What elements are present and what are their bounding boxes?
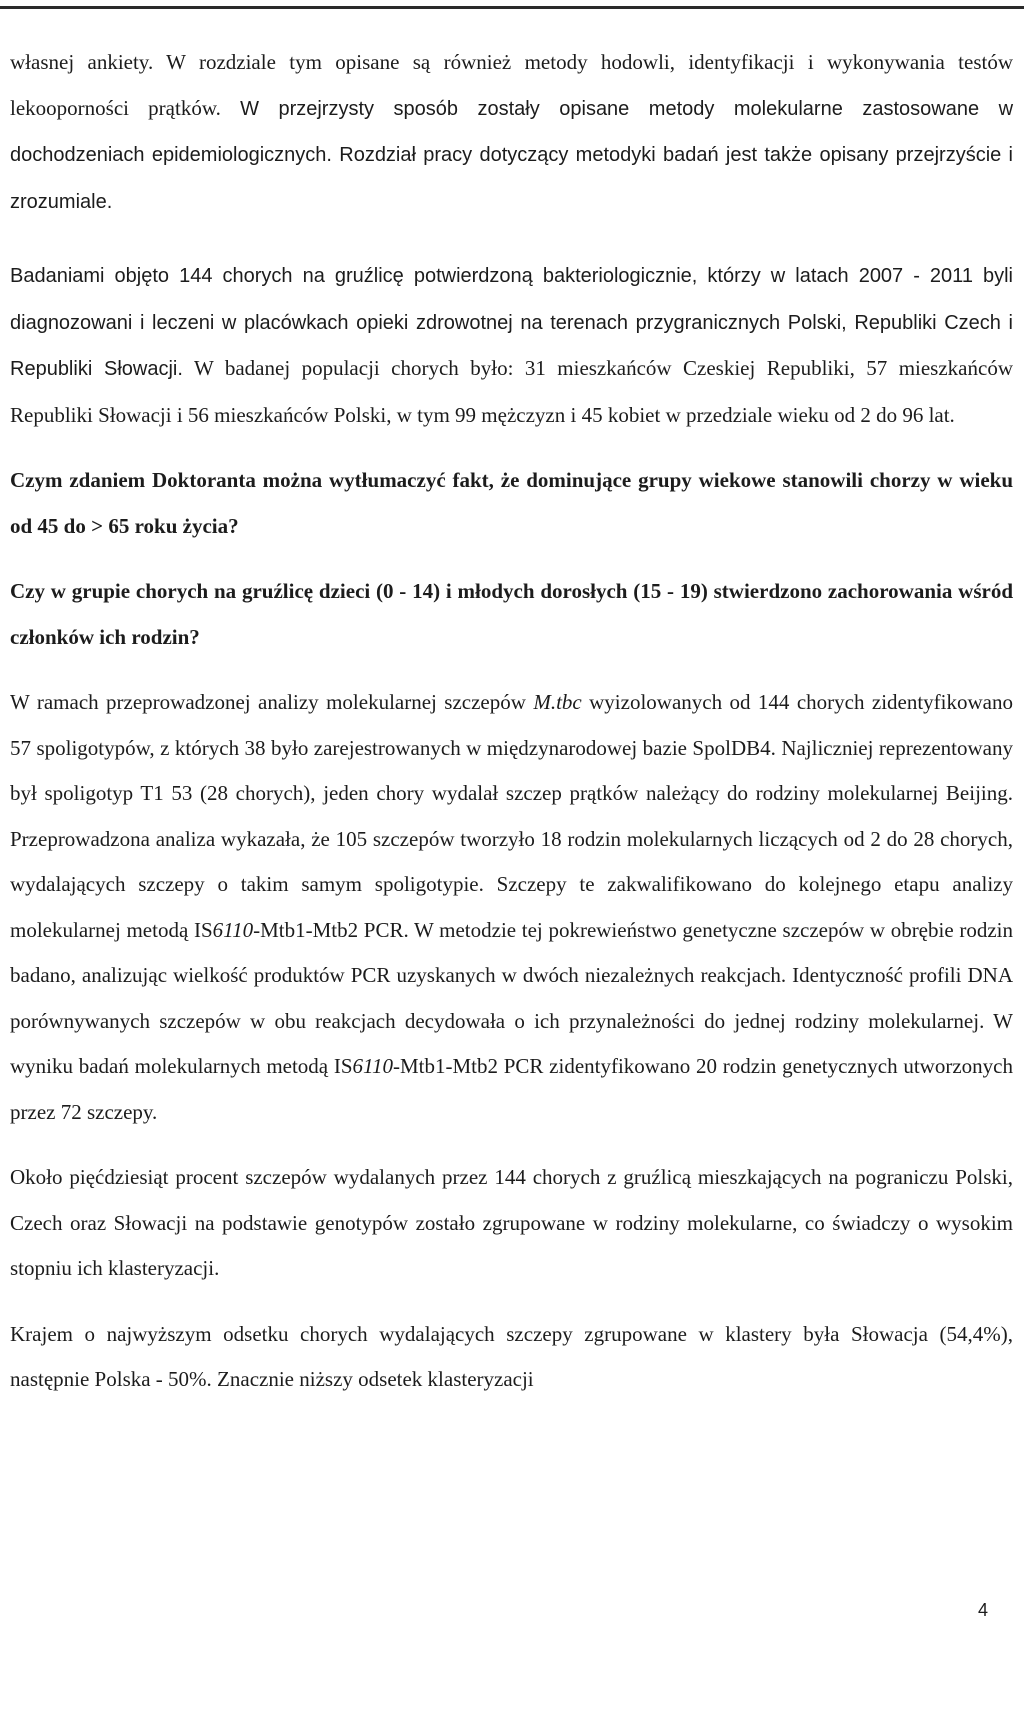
paragraph-methods-summary	[10, 40, 1013, 225]
paragraph-text: Badaniami objęto 144 chorych na gruźlicę potwierdzoną bakteriologicznie, którzy w latach 2007 - 2011 byli diagnozowani i leczeni w placówkach opieki zdrowotnej na terenach przygranicznych Polski, Republiki Czech i Republiki Słowacji.	[10, 265, 1013, 380]
method-number: 6110	[352, 1054, 393, 1078]
method-number: 6110	[212, 917, 254, 942]
paragraph-text: wyizolowanych od 144 chorych zidentyfikowano 57 spoligotypów, z których 38 było zarejestrowanych w międzynarodowej bazie SpolDB4. Najliczniej reprezentowany był spoligotyp T1 53 (28 chorych), jeden chory wydalał szczep prątków należący do rodziny molekularnej Beijing. Przeprowadzona analiza wykazała, że 105 szczepów tworzyło 18 rodzin molekularnych liczących od 2 do 28 chorych, wydalających szczepy o takim samym spoligotypie. Szczepy te zakwalifikowano do kolejnego etapu analizy molekularnej metodą IS	[10, 690, 1013, 942]
reviewer-question-family-cases: Czy w grupie chorych na gruźlicę dzieci (0 - 14) i młodych dorosłych (15 - 19) stwierdzono zachorowania wśród członków ich rodzin?	[10, 579, 1013, 649]
paragraph-country-clustering: Krajem o najwyższym odsetku chorych wydalających szczepy zgrupowane w klastery była Słowacja (54,4%), następnie Polska - 50%. Znacznie niższy odsetek klasteryzacji	[10, 1321, 1013, 1391]
paragraph-clustering: Około pięćdziesiąt procent szczepów wydalanych przez 144 chorych z gruźlicą mieszkających na pograniczu Polski, Czech oraz Słowacji na podstawie genotypów zostało zgrupowane w rodziny molekularne, co świadczy o wysokim stopniu ich klasteryzacji.	[10, 1165, 1013, 1280]
species-abbreviation: M.tbc	[533, 690, 582, 714]
paragraph-text: W badanej populacji chorych było: 31 mieszkańców Czeskiej Republiki, 57 mieszkańców Republiki Słowacji i 56 mieszkańców Polski, w tym 99 mężczyzn i 45 kobiet w przedziale wieku od 2 do 96 lat.	[10, 356, 1013, 427]
reviewer-question-age-groups: Czym zdaniem Doktoranta można wytłumaczyć fakt, że dominujące grupy wiekowe stanowili chorzy w wieku od 45 do > 65 roku życia?	[10, 468, 1013, 538]
page-number: 4	[977, 1600, 988, 1620]
top-border-rule	[0, 6, 1024, 9]
paragraph-text: W przejrzysty sposób zostały opisane metody molekularne zastosowane w dochodzeniach epidemiologicznych. Rozdział pracy dotyczący metodyki badań jest także opisany przejrzyście i zrozumiale.	[10, 97, 1014, 213]
paragraph-text: -Mtb1-Mtb2 PCR. W metodzie tej pokrewieństwo genetyczne szczepów w obrębie rodzin badano, analizując wielkość produktów PCR uzyskanych w dwóch niezależnych reakcjach. Identyczność profili DNA porównywanych szczepów w obu reakcjach decydowała o ich przynależności do jednej rodziny molekularnej. W wyniku badań molekularnych metodą IS	[10, 917, 1013, 1078]
paragraph-text: własnej ankiety. W rozdziale tym opisane są również metody hodowli, identyfikacji i wykonywania testów lekooporności prątków.	[10, 50, 1013, 120]
paragraph-text: W ramach przeprowadzonej analizy molekularnej szczepów	[10, 690, 534, 714]
paragraph-text: -Mtb1-Mtb2 PCR zidentyfikowano 20 rodzin genetycznych utworzonych przez 72 szczepy.	[10, 1054, 1013, 1124]
page-body	[10, 40, 1013, 1403]
paragraph-study-population	[10, 253, 1013, 438]
paragraph-molecular-analysis	[10, 680, 1013, 1135]
